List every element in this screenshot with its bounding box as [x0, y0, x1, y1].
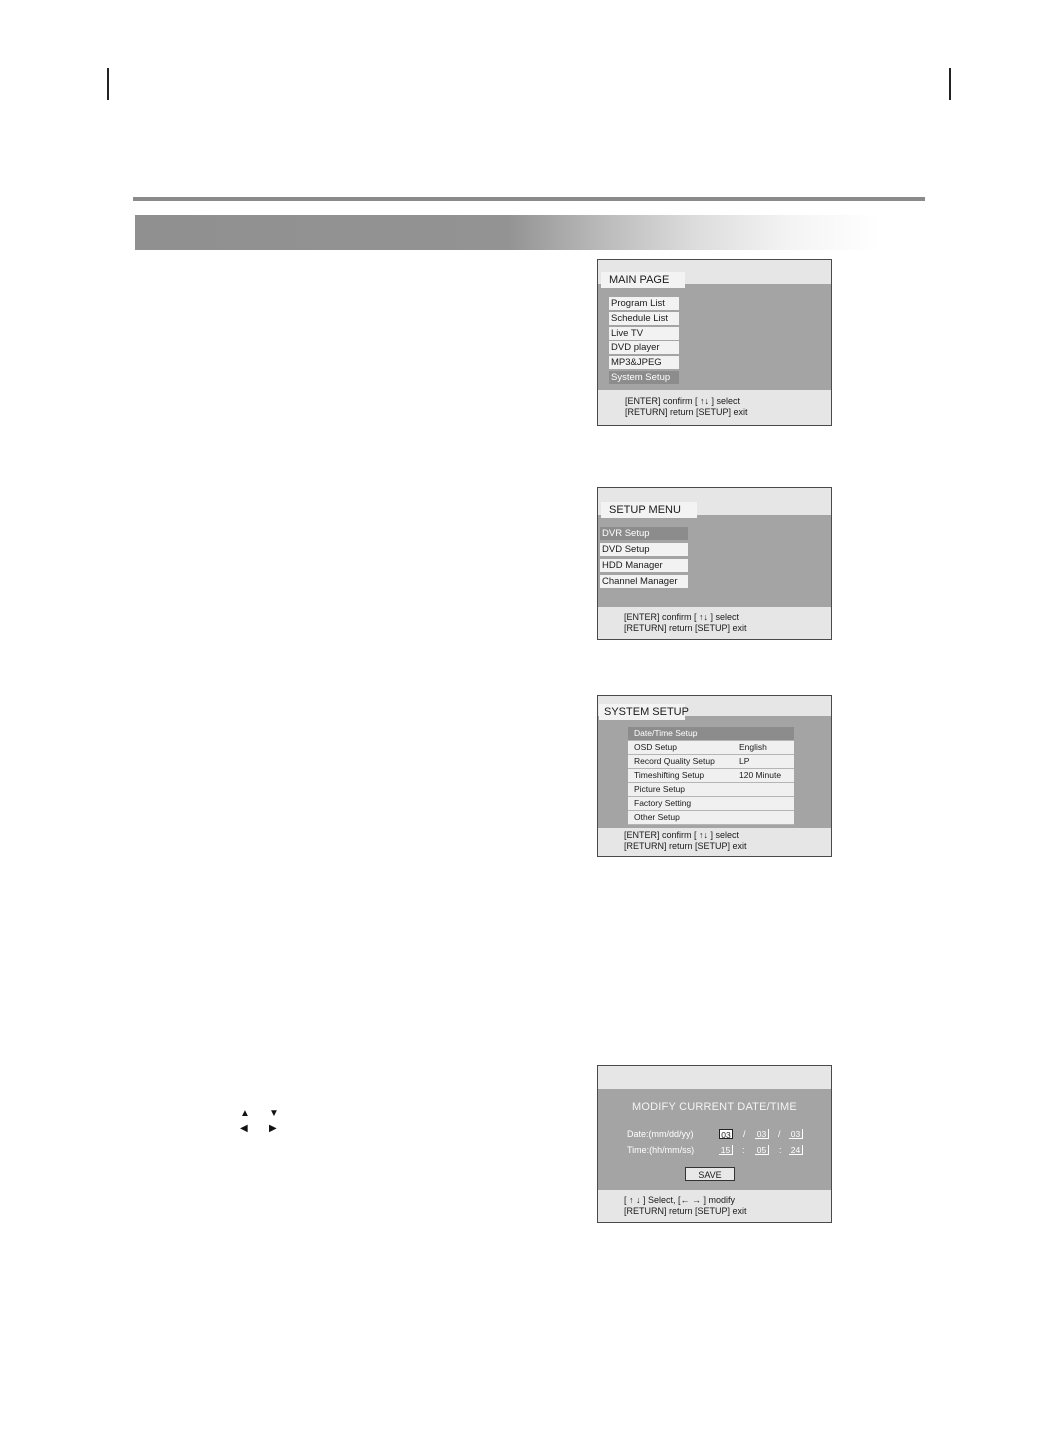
system-row-other[interactable] [628, 811, 794, 825]
time-hour-field[interactable]: 15 [719, 1145, 733, 1155]
row-value: LP [739, 756, 750, 766]
crop-mark-right [949, 68, 951, 100]
row-label: OSD Setup [634, 742, 677, 752]
row-label: Other Setup [634, 812, 680, 822]
menu-item-dvd-setup[interactable]: DVD Setup [600, 543, 688, 556]
system-row-date-time[interactable] [628, 727, 794, 741]
menu-item-dvr-setup[interactable]: DVR Setup [600, 527, 688, 540]
date-separator: / [743, 1129, 746, 1139]
setup-menu-screen [597, 487, 832, 640]
row-label: Factory Setting [634, 798, 692, 808]
row-label: Record Quality Setup [634, 756, 715, 766]
arrow-down-icon: ▼ [269, 1108, 279, 1119]
main-page-footer-line2: [RETURN] return [SETUP] exit [625, 407, 748, 417]
row-label: Timeshifting Setup [634, 770, 705, 780]
menu-item-hdd-manager[interactable]: HDD Manager [600, 559, 688, 572]
datetime-title: MODIFY CURRENT DATE/TIME [632, 1101, 797, 1113]
arrow-left-icon: ◀ [240, 1123, 248, 1134]
row-label: Date/Time Setup [634, 728, 698, 738]
time-second-field[interactable]: 24 [789, 1145, 803, 1155]
menu-item-system-setup[interactable]: System Setup [609, 371, 679, 384]
time-separator: : [742, 1145, 745, 1155]
arrow-up-icon: ▲ [240, 1108, 250, 1119]
menu-item-channel-manager[interactable]: Channel Manager [600, 575, 688, 588]
system-setup-title: SYSTEM SETUP [599, 704, 685, 720]
system-row-timeshifting[interactable] [628, 769, 794, 783]
system-setup-footer-line2: [RETURN] return [SETUP] exit [624, 841, 747, 851]
date-label: Date:(mm/dd/yy) [627, 1129, 694, 1139]
setup-menu-footer-line1: [ENTER] confirm [ ↑↓ ] select [624, 612, 740, 622]
date-separator: / [778, 1129, 781, 1139]
arrow-right-icon: ▶ [269, 1123, 277, 1134]
date-year-field[interactable]: 03 [789, 1129, 803, 1139]
datetime-footer-line2: [RETURN] return [SETUP] exit [624, 1206, 747, 1216]
menu-item-dvd-player[interactable]: DVD player [609, 341, 679, 354]
system-row-factory[interactable] [628, 797, 794, 811]
row-value: English [739, 742, 767, 752]
main-page-footer-line1: [ENTER] confirm [ ↑↓ ] select [625, 396, 741, 406]
menu-item-mp3-jpeg[interactable]: MP3&JPEG [609, 356, 679, 369]
setup-menu-footer-line2: [RETURN] return [SETUP] exit [624, 623, 747, 633]
menu-item-live-tv[interactable]: Live TV [609, 327, 679, 340]
system-setup-list [628, 727, 794, 825]
save-button[interactable]: SAVE [685, 1167, 735, 1181]
header-rule [133, 197, 925, 201]
system-row-picture[interactable] [628, 783, 794, 797]
main-page-title: MAIN PAGE [601, 272, 685, 288]
system-setup-screen [597, 695, 832, 857]
date-month-field[interactable]: 03 [719, 1129, 733, 1139]
datetime-screen [597, 1065, 832, 1223]
setup-menu-title: SETUP MENU [601, 502, 697, 518]
menu-item-program-list[interactable]: Program List [609, 297, 679, 310]
row-label: Picture Setup [634, 784, 686, 794]
time-separator: : [779, 1145, 782, 1155]
system-setup-footer-line1: [ENTER] confirm [ ↑↓ ] select [624, 830, 740, 840]
system-row-osd[interactable] [628, 741, 794, 755]
main-page-screen [597, 259, 832, 426]
date-day-field[interactable]: 03 [755, 1129, 769, 1139]
menu-item-schedule-list[interactable]: Schedule List [609, 312, 679, 325]
row-value: 120 Minute [739, 770, 782, 780]
crop-mark-left [107, 68, 109, 100]
time-minute-field[interactable]: 05 [755, 1145, 769, 1155]
section-header-band [135, 215, 880, 250]
system-row-record-quality[interactable] [628, 755, 794, 769]
datetime-footer-line1: [ ↑ ↓ ] Select, [← → ] modify [624, 1195, 736, 1205]
time-label: Time:(hh/mm/ss) [627, 1145, 695, 1155]
